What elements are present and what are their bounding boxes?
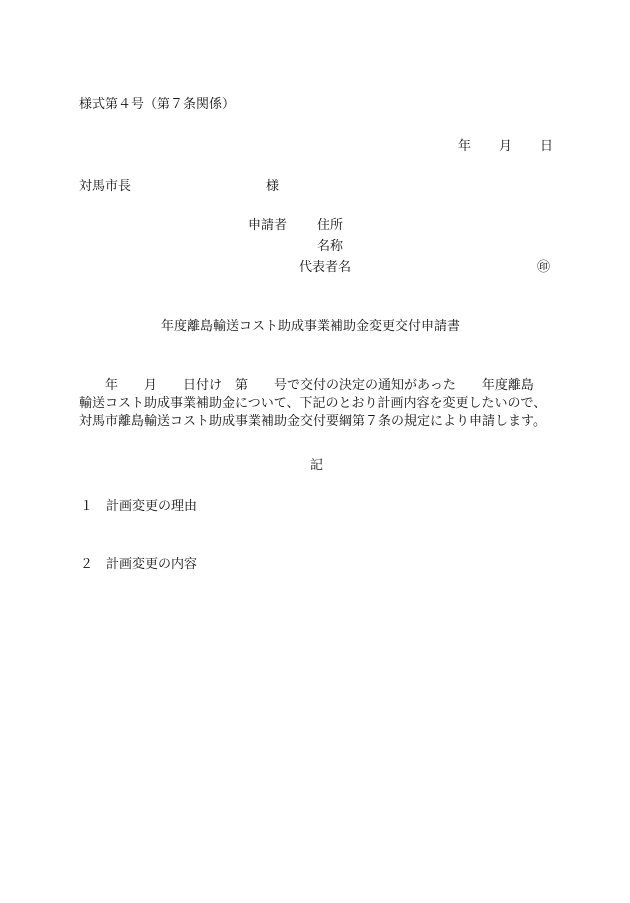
- addressee-name: 対馬市長: [79, 179, 132, 194]
- item-label: 計画変更の内容: [106, 557, 198, 572]
- body-paragraph: 年 月 日付け 第 号で交付の決定の通知があった 年度離島 輸送コスト助成事業補助金について、下記のとおり計画内容を変更したいので、 対馬市離島輸送コスト助成事業補助金交付要綱第７条の規定により申請します。: [79, 378, 547, 429]
- list-item-change-reason: [80, 500, 197, 513]
- item-number: １: [80, 499, 94, 514]
- date-day-label: 日: [540, 139, 554, 154]
- seal-mark: ㊞: [537, 260, 551, 275]
- document-title: 年度離島輸送コスト助成事業補助金変更交付申請書: [161, 319, 461, 334]
- list-item-change-content: [80, 558, 197, 571]
- item-label: 計画変更の理由: [106, 499, 198, 514]
- date-month-label: 月: [499, 139, 513, 154]
- item-number: ２: [80, 557, 94, 572]
- ki-label: 記: [310, 458, 324, 473]
- addressee-honorific: 様: [266, 179, 280, 194]
- form-number: 様式第４号（第７条関係）: [79, 97, 236, 112]
- applicant-label: 申請者: [248, 218, 288, 233]
- representative-label: 代表者名: [299, 260, 352, 275]
- date-year-label: 年: [458, 139, 472, 154]
- applicant-name-label: 名称: [317, 239, 344, 254]
- applicant-address-label: 住所: [317, 218, 344, 233]
